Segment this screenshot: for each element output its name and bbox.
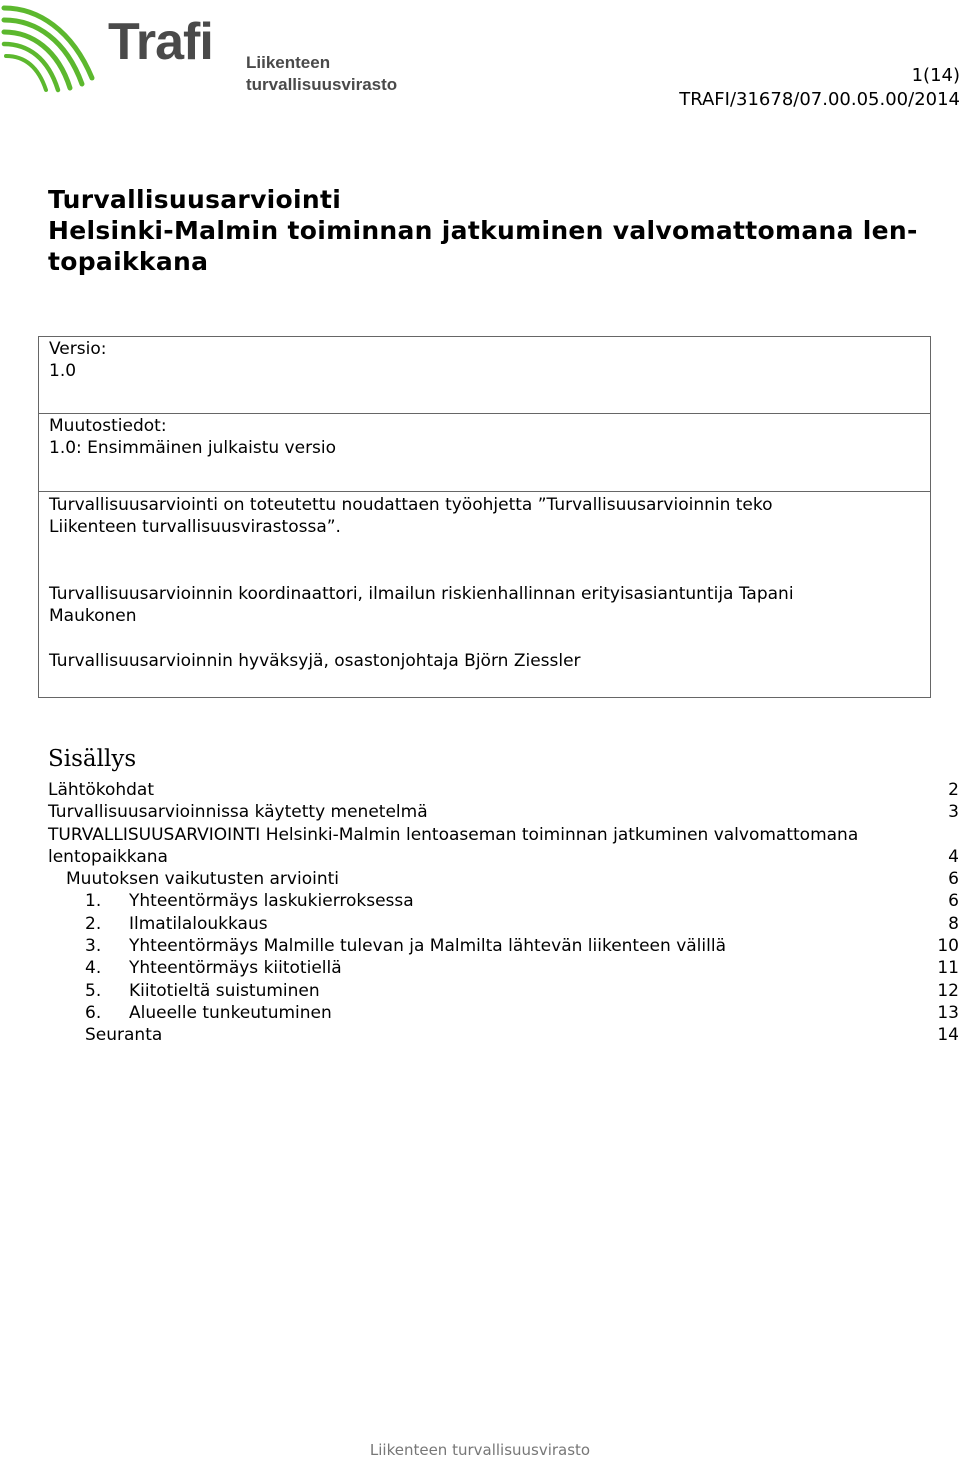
version-cell [49,338,919,382]
toc-entry-text: Alueelle tunkeutuminen [129,1002,332,1023]
toc-leader-dots [163,1024,933,1046]
toc-entry-number: 1. [85,891,102,912]
toc-entry-text: Yhteentörmäys kiitotiellä [129,958,342,979]
toc-entry[interactable] [48,913,959,935]
coordinator-text [49,583,919,627]
toc-entry-text: Yhteentörmäys laskukierroksessa [129,891,414,912]
toc-entry-text: lentopaikkana [48,846,168,867]
toc-leader-dots [333,1002,934,1024]
toc-entry[interactable] [48,824,959,869]
toc-entry-text: Yhteentörmäys Malmille tulevan ja Malmilta lähtevän liikenteen välillä [129,936,726,957]
toc-leader-dots [415,890,944,912]
toc-entry-number: 5. [85,980,102,1001]
trafi-swoosh-icon [0,0,110,100]
toc-entry[interactable] [48,935,959,957]
toc-entry-page: 11 [937,958,959,979]
toc-entry-text: Kiitotieltä suistuminen [129,980,320,1001]
toc-leader-dots [343,957,934,979]
toc-entry-page: 12 [937,980,959,1001]
changes-label: Muutostiedot: [49,416,167,436]
toc-entry-continuation [48,846,959,868]
toc-entry-number: 3. [85,936,102,957]
toc-entry[interactable] [48,868,959,890]
method-text [49,494,919,538]
toc-entry[interactable] [48,1024,959,1046]
coordinator-line: Maukonen [49,606,137,626]
toc-entry[interactable] [48,801,959,823]
page-footer: Liikenteen turvallisuusvirasto [369,1441,591,1459]
toc-entry[interactable] [48,890,959,912]
toc-entry-text: Muutoksen vaikutusten arviointi [66,869,339,890]
approver-line: Turvallisuusarvioinnin hyväksyjä, osastonjohtaja Björn Ziessler [49,651,581,671]
toc-entry-text: Lähtökohdat [48,780,155,800]
logo-agency-name: Liikenteen turvallisuusvirasto [246,53,398,94]
toc-entry-page: 10 [937,936,959,957]
page-info [679,64,960,112]
toc-heading: Sisällys [48,746,137,772]
toc-entry[interactable] [48,1002,959,1024]
title-line: Turvallisuusarviointi [48,185,342,214]
toc-entry-number: 4. [85,958,102,979]
method-line: Liikenteen turvallisuusvirastossa”. [49,517,341,537]
toc-leader-dots [727,935,933,957]
toc-leader-dots [340,868,944,890]
approver-text [49,650,919,672]
title-line: Helsinki-Malmin toiminnan jatkuminen valvomattomana len- [48,216,918,245]
toc-entry-page: 6 [948,891,959,912]
changes-cell [49,415,919,459]
table-of-contents [48,779,959,1047]
toc-leader-dots [155,779,944,801]
toc-entry-number: 2. [85,913,102,934]
document-info-table [38,336,931,698]
toc-entry-page: 2 [948,780,959,800]
toc-entry-page: 13 [937,1002,959,1023]
title-line: topaikkana [48,247,209,276]
document-id: TRAFI/31678/07.00.05.00/2014 [679,89,960,110]
toc-entry-page: 3 [948,802,959,823]
toc-entry-text: TURVALLISUUSARVIOINTI Helsinki-Malmin lentoaseman toiminnan jatkuminen valvomattomana [48,824,859,845]
page-number: 1(14) [911,65,960,86]
toc-leader-dots [429,801,945,823]
version-value: 1.0 [49,361,77,381]
trafi-logo [0,0,480,100]
toc-entry-page: 8 [948,913,959,934]
toc-entry[interactable] [48,779,959,801]
toc-entry-page: 6 [948,869,959,890]
toc-entry[interactable] [48,980,959,1002]
document-title [48,184,938,277]
version-label: Versio: [49,339,107,359]
changes-value: 1.0: Ensimmäinen julkaistu versio [49,438,337,458]
toc-leader-dots [269,913,945,935]
toc-entry-text: Seuranta [85,1025,163,1046]
logo-wordmark: Trafi [108,13,213,71]
toc-entry-page: 4 [948,846,959,867]
toc-entry-text: Turvallisuusarvioinnissa käytetty menetelmä [48,802,428,823]
toc-leader-dots [321,980,934,1002]
toc-entry-page: 14 [937,1025,959,1046]
toc-entry[interactable] [48,957,959,979]
toc-entry-text: Ilmatilaloukkaus [129,913,268,934]
toc-leader-dots [169,846,944,868]
method-line: Turvallisuusarviointi on toteutettu noudattaen työohjetta ”Turvallisuusarvioinnin teko [49,495,773,515]
coordinator-line: Turvallisuusarvioinnin koordinaattori, ilmailun riskienhallinnan erityisasiantuntija Tapani [49,584,794,604]
toc-entry-number: 6. [85,1002,102,1023]
